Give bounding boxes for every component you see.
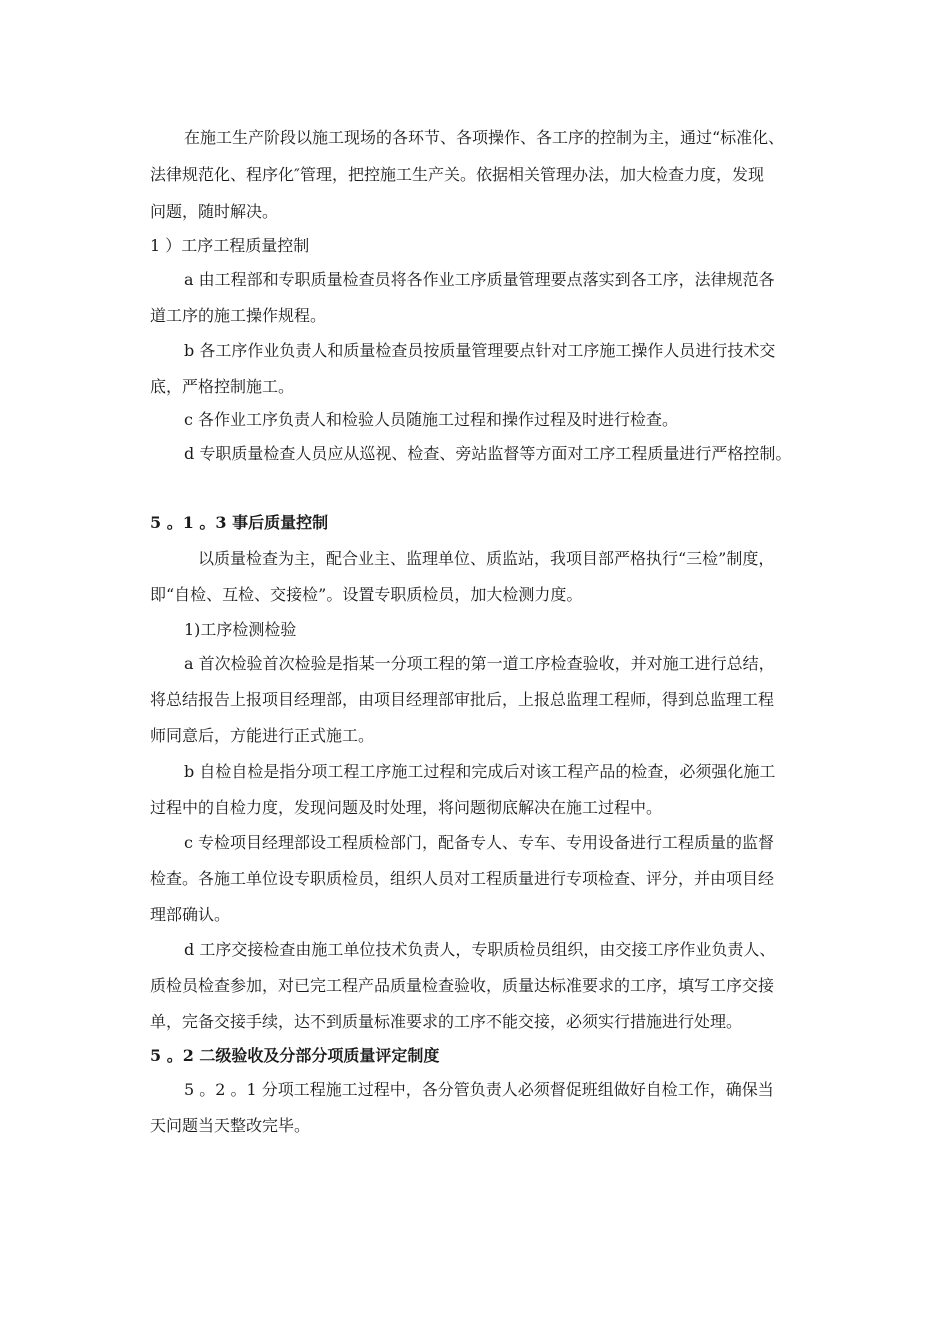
paragraph-line: 底，严格控制施工。: [150, 377, 295, 396]
paragraph-line: 以质量检查为主，配合业主、监理单位、质监站，我项目部严格执行“三检”制度，: [198, 549, 775, 568]
paragraph-line: 将总结报告上报项目经理部，由项目经理部审批后，上报总监理工程师，得到总监理工程: [150, 690, 775, 709]
paragraph-line: d 专职质量检查人员应从巡视、检查、旁站监督等方面对工序工程质量进行严格控制。: [184, 444, 792, 463]
paragraph-line: c 专检项目经理部设工程质检部门，配备专人、专车、专用设备进行工程质量的监督: [184, 833, 775, 852]
paragraph-line: b 各工序作业负责人和质量检查员按质量管理要点针对工序施工操作人员进行技术交: [184, 341, 776, 360]
paragraph-line: a 首次检验首次检验是指某一分项工程的第一道工序检查验收，并对施工进行总结，: [184, 654, 775, 673]
paragraph-line: 过程中的自检力度，发现问题及时处理，将问题彻底解决在施工过程中。: [150, 798, 663, 817]
paragraph-line: a 由工程部和专职质量检查员将各作业工序质量管理要点落实到各工序，法律规范各: [184, 270, 775, 289]
paragraph-line: 即“自检、互检、交接检”。设置专职质检员，加大检测力度。: [150, 585, 583, 604]
list-heading: 1)工序检测检验: [184, 620, 297, 639]
paragraph-line: 师同意后，方能进行正式施工。: [150, 726, 375, 745]
paragraph-line: 在施工生产阶段以施工现场的各环节、各项操作、各工序的控制为主，通过“标准化、: [184, 128, 785, 147]
paragraph-line: d 工序交接检查由施工单位技术负责人，专职质检员组织，由交接工序作业负责人、: [184, 940, 776, 959]
paragraph-line: 道工序的施工操作规程。: [150, 306, 327, 325]
paragraph-line: 质检员检查参加，对已完工程产品质量检查验收，质量达标准要求的工序，填写工序交接: [150, 976, 775, 995]
section-heading: 5 。2 二级验收及分部分项质量评定制度: [150, 1046, 440, 1065]
paragraph-line: 法律规范化、程序化″管理，把控施工生产关。依据相关管理办法，加大检查力度，发现: [150, 165, 764, 184]
paragraph-line: 检查。各施工单位设专职质检员，组织人员对工程质量进行专项检查、评分，并由项目经: [150, 869, 775, 888]
paragraph-line: c 各作业工序负责人和检验人员随施工过程和操作过程及时进行检查。: [184, 410, 679, 429]
paragraph-line: b 自检自检是指分项工程工序施工过程和完成后对该工程产品的检查，必须强化施工: [184, 762, 776, 781]
paragraph-line: 单，完备交接手续，达不到质量标准要求的工序不能交接，必须实行措施进行处理。: [150, 1012, 743, 1031]
paragraph-line: 理部确认。: [150, 905, 231, 924]
paragraph-line: 5 。2 。1 分项工程施工过程中，各分管负责人必须督促班组做好自检工作，确保当: [184, 1080, 774, 1099]
paragraph-line: 问题，随时解决。: [150, 202, 279, 221]
paragraph-line: 天问题当天整改完毕。: [150, 1116, 311, 1135]
section-heading: 5 。1 。3 事后质量控制: [150, 513, 329, 532]
list-heading: 1 ）工序工程质量控制: [150, 236, 310, 255]
